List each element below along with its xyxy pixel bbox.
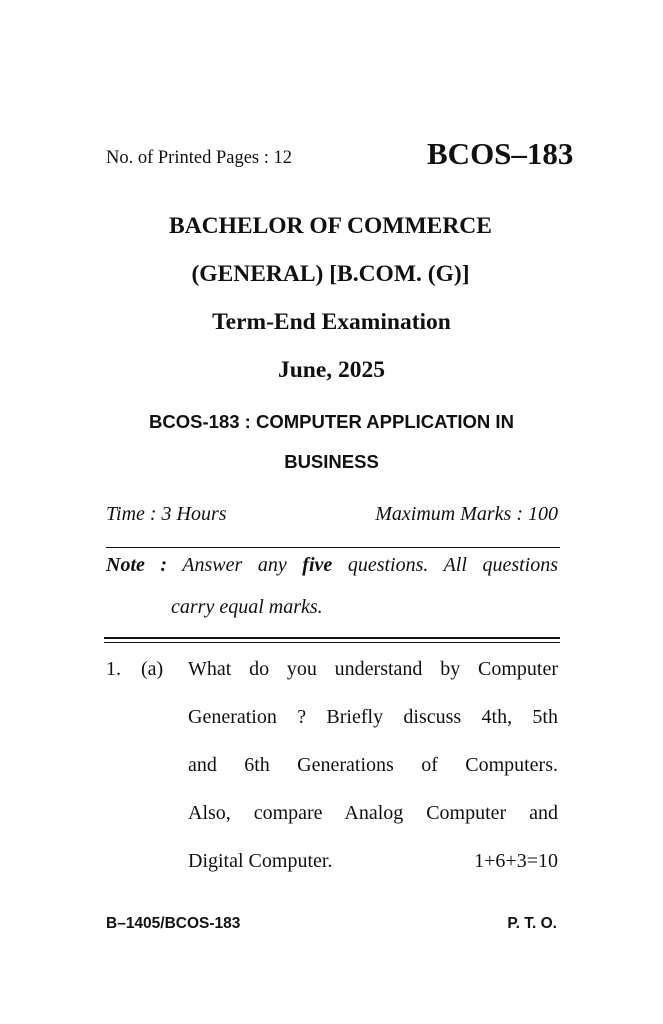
paper-code: BCOS–183 <box>427 136 574 171</box>
question-text-line: and 6th Generations of Computers. <box>188 754 558 776</box>
maximum-marks: Maximum Marks : 100 <box>375 503 558 525</box>
question-text-line: Also, compare Analog Computer and <box>188 802 558 824</box>
exam-duration: Time : 3 Hours <box>106 503 227 525</box>
footer-pto: P. T. O. <box>507 915 557 932</box>
divider-rule <box>106 547 560 548</box>
note-line2: carry equal marks. <box>171 596 323 618</box>
note-text-after: questions. All questions <box>347 554 559 576</box>
question-text-line: Digital Computer. <box>188 850 333 872</box>
exam-title: Term-End Examination <box>212 309 451 335</box>
question-part: (a) <box>141 658 164 680</box>
question-text-line: Generation ? Briefly discuss 4th, 5th <box>188 706 558 728</box>
double-rule-top <box>104 637 560 639</box>
note-text-before: Answer any <box>182 554 287 576</box>
double-rule-bottom <box>104 642 560 643</box>
note-emphasis: five <box>302 554 333 576</box>
note-line1 <box>106 554 558 577</box>
printed-pages-count: No. of Printed Pages : 12 <box>106 148 293 168</box>
question-number: 1. <box>106 658 121 680</box>
question-text-line: What do you understand by Computer <box>188 658 558 680</box>
course-title-line2: BUSINESS <box>284 451 379 472</box>
exam-date: June, 2025 <box>277 357 386 383</box>
footer-paper-id: B–1405/BCOS-183 <box>106 915 241 932</box>
program-title-line1: BACHELOR OF COMMERCE <box>169 213 492 239</box>
note-label: Note : <box>106 554 168 576</box>
question-marks: 1+6+3=10 <box>474 850 558 872</box>
course-title-line1: BCOS-183 : COMPUTER APPLICATION IN <box>149 411 514 432</box>
program-title-line2: (GENERAL) [B.COM. (G)] <box>191 261 470 287</box>
